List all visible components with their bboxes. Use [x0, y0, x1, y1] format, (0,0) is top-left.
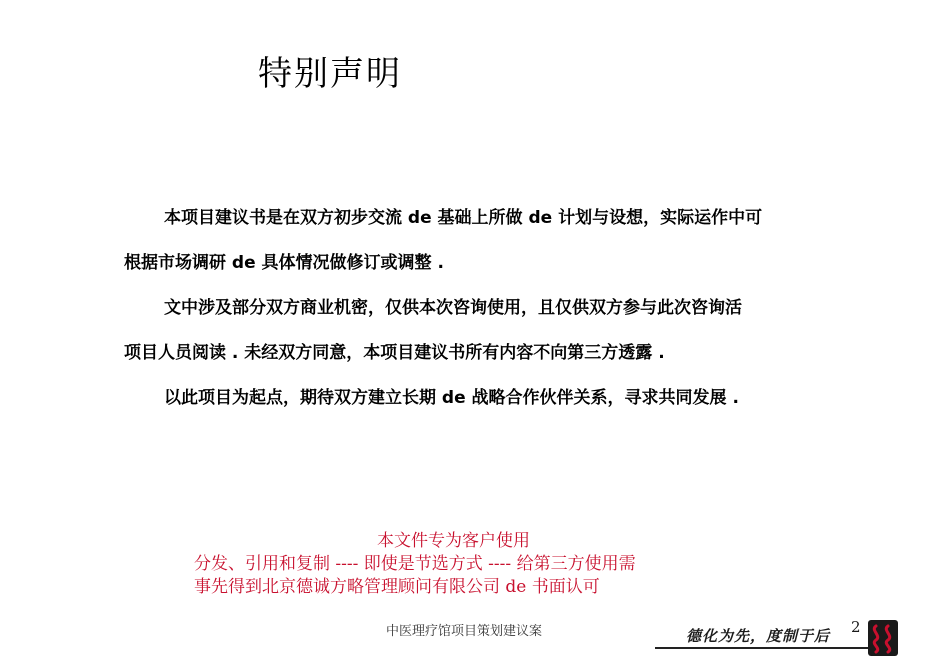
notice-line-2: 分发、引用和复制 ---- 即使是节选方式 ---- 给第三方使用需	[194, 554, 636, 574]
paragraph-3: 以此项目为起点，期待双方建立长期 de 战略合作伙伴关系，寻求共同发展 .	[164, 388, 739, 408]
footer-slogan: 德化为先，度制于后	[686, 627, 831, 645]
paragraph-2: 文中涉及部分双方商业机密，仅供本次咨询使用，且仅供双方参与此次咨询活	[164, 298, 742, 318]
slogan-underline	[655, 647, 885, 649]
paragraph-1: 本项目建议书是在双方初步交流 de 基础上所做 de 计划与设想，实际运作中可	[164, 208, 763, 228]
notice-line-1: 本文件专为客户使用	[377, 531, 530, 551]
footer-document-title: 中医理疗馆项目策划建议案	[386, 624, 543, 639]
page-title: 特别声明	[258, 54, 402, 94]
confidentiality-notice	[194, 530, 754, 599]
company-logo-icon	[866, 618, 900, 658]
page-number: 2	[851, 618, 861, 636]
paragraph-1-continued: 根据市场调研 de 具体情况做修订或调整 .	[124, 253, 444, 273]
notice-line-3: 事先得到北京德诚方略管理顾问有限公司 de 书面认可	[194, 577, 600, 597]
statement-body	[124, 196, 844, 421]
paragraph-2-continued: 项目人员阅读 . 未经双方同意，本项目建议书所有内容不向第三方透露 .	[124, 343, 665, 363]
